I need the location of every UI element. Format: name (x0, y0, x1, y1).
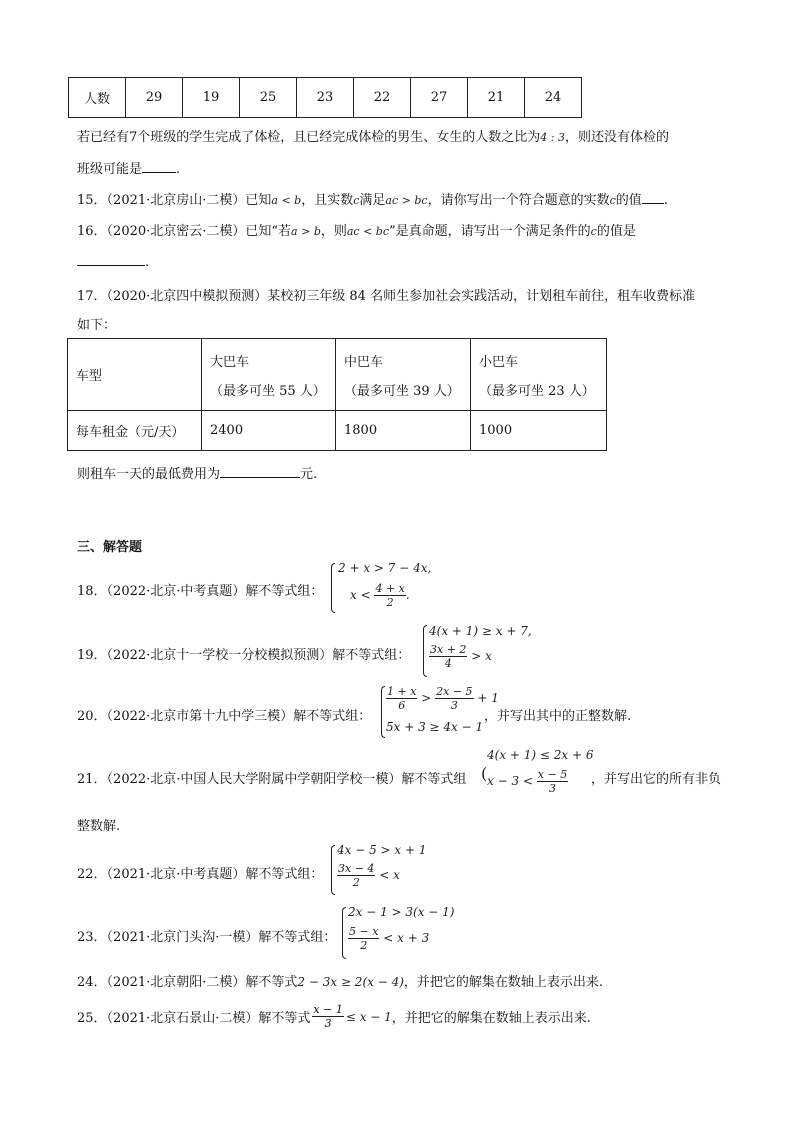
table-cell: 24 (525, 78, 582, 118)
equation: 4(x + 1) ≥ x + 7, (429, 624, 532, 638)
question-20-tail: ，并写出其中的正整数解. (484, 709, 632, 724)
question-15: 15．（2021·北京房山·二模）已知a < b，且实数c满足ac > bc，请你写出一个符合题意的实数c的值 . (77, 193, 668, 208)
brace (342, 907, 346, 959)
brace (381, 686, 385, 738)
equation: 4(x + 1) ≤ 2x + 6 (487, 748, 594, 762)
equation: 5x + 3 ≥ 4x − 1 (386, 720, 484, 734)
equation: x − 3 < $\frac{x - 5}{3}$ (487, 768, 568, 795)
table-cell: 1000 (471, 411, 607, 451)
equation: 4x − 5 > x + 1 (337, 843, 427, 857)
answer-blank (642, 191, 664, 204)
equation: 2 + x > 7 − 4x, (338, 561, 432, 575)
answer-blank (220, 465, 300, 478)
equation: $\frac{3x + 2}{4}$ > x (430, 643, 492, 670)
brace (331, 563, 335, 613)
equation: 2x − 1 > 3(x − 1) (348, 905, 455, 919)
section-heading: 三、解答题 (77, 540, 143, 555)
table-cell: 25 (240, 78, 297, 118)
q14-text-line1: 若已经有7个班级的学生完成了体检，且已经完成体检的男生、女生的人数之比为4 : 3，则还没有体检的 (77, 130, 669, 145)
equation: $\frac{1 + x}{6}$ > $\frac{2x - 5}{3}$ + 1 (387, 685, 499, 712)
table-cell: 每车租金（元/天） (68, 411, 202, 451)
table-cell: 2400 (202, 411, 336, 451)
q14-text-line2: 班级可能是 . (77, 162, 181, 177)
question-25: 25．（2021·北京石景山·二模）解不等式 $\frac{x - 1}{3}$ ≤ x − 1 ，并把它的解集在数轴上表示出来. (77, 1003, 591, 1030)
question-19-label: 19．（2022·北京十一学校一分校模拟预测）解不等式组： (77, 648, 411, 663)
table-cell: 27 (411, 78, 468, 118)
question-24: 24．（2021·北京朝阳·二模）解不等式2 − 3x ≥ 2(x − 4)，并把它的解集在数轴上表示出来. (77, 975, 604, 990)
students-count-table (68, 77, 582, 118)
equation: x < $\frac{4 + x}{2}$ . (350, 582, 410, 609)
bus-rental-table (67, 338, 607, 451)
table-cell: 1800 (336, 411, 471, 451)
question-22-label: 22．（2021·北京·中考真题）解不等式组： (77, 867, 324, 882)
table-header-cell: 中巴车 （最多可坐 39 人） (336, 339, 471, 411)
answer-blank (142, 160, 176, 173)
equation: $\frac{3x - 4}{2}$ < x (338, 862, 400, 889)
question-17-line1: 17．（2020·北京四中模拟预测）某校初三年级 84 名师生参加社会实践活动，计划租车前往，租车收费标准 (77, 289, 696, 304)
table-cell: 22 (354, 78, 411, 118)
question-16: 16．（2020·北京密云·二模）已知“若a > b，则ac < bc”是真命题，请写出一个满足条件的c的值是 (77, 224, 636, 239)
table-header-cell: 人数 (69, 78, 126, 118)
question-17-line2: 如下： (77, 318, 117, 333)
answer-blank (77, 253, 145, 266)
question-17-after: 则租车一天的最低费用为 元. (77, 467, 318, 482)
table-header-cell: 小巴车 （最多可坐 23 人） (471, 339, 607, 411)
question-16-blank-line: . (77, 253, 149, 270)
question-20-label: 20．（2022·北京市第十九中学三模）解不等式组： (77, 709, 372, 724)
question-21-label: 21．（2022·北京·中国人民大学附属中学朝阳学校一模）解不等式组 (77, 772, 467, 787)
table-row (68, 339, 607, 411)
table-row (68, 411, 607, 451)
equation: $\frac{5 - x}{2}$ < x + 3 (349, 925, 430, 952)
table-cell: 23 (297, 78, 354, 118)
question-21-tail: ，并写出它的所有非负 (591, 772, 722, 787)
question-21-line2: 整数解. (77, 819, 121, 834)
brace-left: ( (481, 764, 488, 783)
table-cell: 29 (126, 78, 183, 118)
table-header-cell: 车型 (68, 339, 202, 411)
question-23-label: 23．（2021·北京门头沟·一模）解不等式组： (77, 930, 337, 945)
table-header-cell: 大巴车 （最多可坐 55 人） (202, 339, 336, 411)
table-cell: 21 (468, 78, 525, 118)
brace (331, 845, 335, 895)
table-cell: 19 (183, 78, 240, 118)
brace (423, 625, 427, 677)
question-18-label: 18．（2022·北京·中考真题）解不等式组： (77, 584, 324, 599)
table-row (69, 78, 582, 118)
